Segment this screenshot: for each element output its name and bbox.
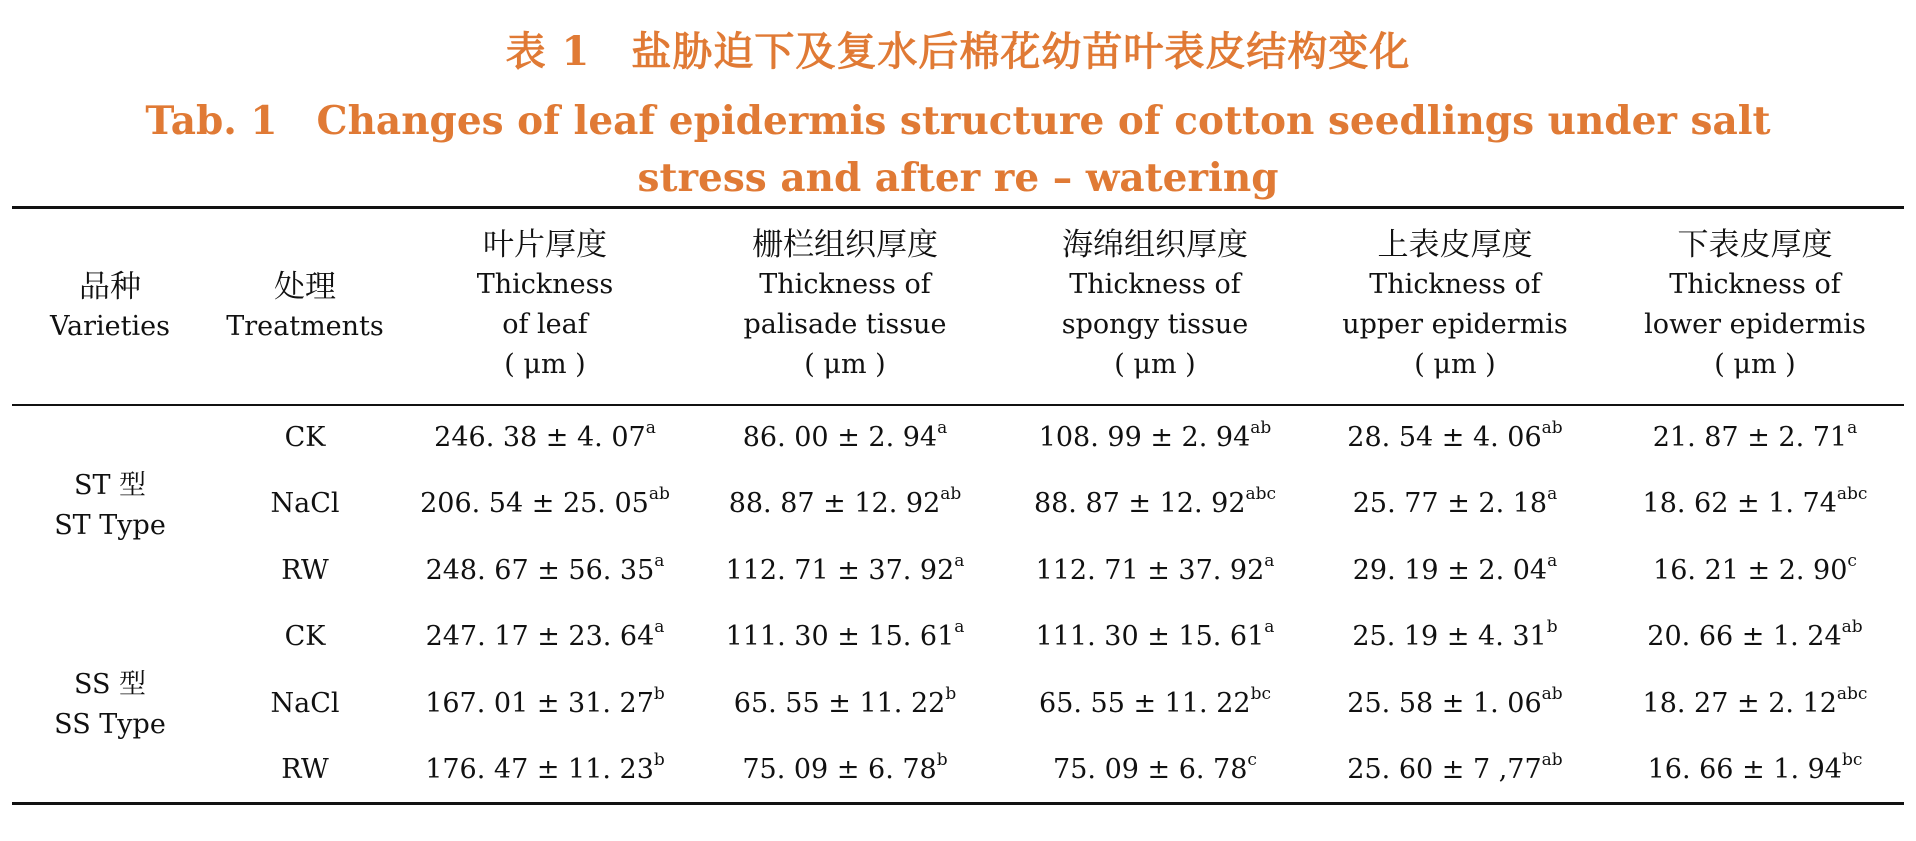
- value-cell: [1325, 750, 1585, 790]
- mean-sd-value: 18. 62 ± 1. 74: [1642, 488, 1837, 519]
- significance-letter: ab: [1541, 750, 1563, 770]
- significance-letter: a: [1847, 418, 1858, 438]
- table-title-english-line-1: Tab. 1 Changes of leaf epidermis structure of cotton seedlings under salt: [145, 98, 1771, 144]
- header-col-en2: palisade tissue: [743, 309, 947, 340]
- mean-sd-value: 18. 27 ± 2. 12: [1642, 688, 1837, 719]
- significance-letter: b: [653, 750, 665, 770]
- significance-letter: ab: [1541, 418, 1563, 438]
- mean-sd-value: 25. 58 ± 1. 06: [1347, 688, 1542, 719]
- table-header-rule: [12, 404, 1904, 406]
- significance-letter: bc: [1841, 750, 1863, 770]
- header-col-unit: ( μm ): [1114, 349, 1196, 380]
- significance-letter: bc: [1250, 684, 1271, 704]
- header-col-unit: ( μm ): [804, 349, 886, 380]
- header-col-cn: 海绵组织厚度: [1062, 227, 1248, 263]
- value-cell: [1025, 750, 1285, 790]
- treatment-cell: CK: [284, 422, 326, 453]
- value-cell: [1325, 551, 1585, 591]
- mean-sd-value: 206. 54 ± 25. 05: [420, 488, 649, 519]
- header-col-cn: 下表皮厚度: [1677, 227, 1833, 263]
- treatment-cell: NaCl: [270, 688, 340, 719]
- value-cell: [1025, 684, 1285, 724]
- mean-sd-value: 86. 00 ± 2. 94: [742, 422, 938, 453]
- table-bottom-rule: [12, 802, 1904, 805]
- mean-sd-value: 88. 87 ± 12. 92: [1033, 488, 1246, 519]
- value-cell: [1625, 418, 1885, 458]
- mean-sd-value: 246. 38 ± 4. 07: [434, 422, 646, 453]
- significance-letter: b: [653, 684, 665, 704]
- header-col-en1: Thickness of: [1669, 269, 1841, 300]
- value-cell: [415, 617, 675, 657]
- header-col-unit: ( μm ): [1714, 349, 1796, 380]
- value-cell: [1025, 484, 1285, 524]
- header-col-en2: lower epidermis: [1644, 309, 1866, 340]
- value-cell: [1325, 684, 1585, 724]
- mean-sd-value: 16. 21 ± 2. 90: [1653, 555, 1848, 586]
- value-cell: [415, 484, 675, 524]
- group-label-en: SS Type: [54, 709, 166, 740]
- value-cell: [1625, 750, 1885, 790]
- table-title-english-line-2: stress and after re – watering: [637, 155, 1279, 201]
- mean-sd-value: 112. 71 ± 37. 92: [1035, 555, 1265, 586]
- header-col-en2: upper epidermis: [1342, 309, 1568, 340]
- header-varieties-cn: 品种: [79, 269, 141, 305]
- header-treatments-cn: 处理: [274, 269, 336, 305]
- group-label-en: ST Type: [54, 510, 166, 541]
- value-cell: [1625, 617, 1885, 657]
- treatment-cell: RW: [281, 754, 329, 785]
- mean-sd-value: 25. 60 ± 7 ,77: [1347, 754, 1542, 785]
- header-col-cn: 上表皮厚度: [1377, 227, 1533, 263]
- treatment-cell: RW: [281, 555, 329, 586]
- significance-letter: a: [654, 551, 665, 571]
- value-cell: [1025, 418, 1285, 458]
- mean-sd-value: 167. 01 ± 31. 27: [425, 688, 654, 719]
- header-lower-epidermis: [1625, 225, 1885, 385]
- value-cell: [1325, 484, 1585, 524]
- header-col-unit: ( μm ): [1414, 349, 1496, 380]
- mean-sd-value: 65. 55 ± 11. 22: [1039, 688, 1251, 719]
- header-treatments: [215, 267, 395, 347]
- significance-letter: a: [1547, 551, 1558, 571]
- value-cell: [715, 418, 975, 458]
- group-label-cn: SS 型: [73, 669, 147, 700]
- value-cell: [715, 551, 975, 591]
- mean-sd-value: 29. 19 ± 2. 04: [1352, 555, 1548, 586]
- mean-sd-value: 25. 19 ± 4. 31: [1352, 621, 1547, 652]
- treatment-cell: NaCl: [270, 488, 340, 519]
- significance-letter: a: [645, 418, 656, 438]
- value-cell: [415, 418, 675, 458]
- value-cell: [415, 684, 675, 724]
- value-cell: [715, 750, 975, 790]
- mean-sd-value: 21. 87 ± 2. 71: [1652, 422, 1848, 453]
- value-cell: [1625, 551, 1885, 591]
- header-col-en1: Thickness: [476, 269, 614, 300]
- significance-letter: b: [936, 750, 948, 770]
- mean-sd-value: 88. 87 ± 12. 92: [728, 488, 941, 519]
- header-varieties-en: Varieties: [50, 311, 170, 342]
- significance-letter: ab: [1841, 617, 1863, 637]
- mean-sd-value: 111. 30 ± 15. 61: [1035, 621, 1265, 652]
- significance-letter: ab: [940, 484, 962, 504]
- value-cell: [715, 484, 975, 524]
- significance-letter: a: [937, 418, 948, 438]
- mean-sd-value: 108. 99 ± 2. 94: [1038, 422, 1251, 453]
- mean-sd-value: 75. 09 ± 6. 78: [742, 754, 937, 785]
- value-cell: [415, 750, 675, 790]
- header-col-en1: Thickness of: [1069, 269, 1241, 300]
- significance-letter: a: [654, 617, 665, 637]
- significance-letter: ab: [1250, 418, 1272, 438]
- value-cell: [715, 617, 975, 657]
- value-cell: [1025, 551, 1285, 591]
- significance-letter: abc: [1836, 684, 1868, 704]
- header-col-cn: 叶片厚度: [483, 227, 607, 263]
- value-cell: [1025, 617, 1285, 657]
- header-col-en2: spongy tissue: [1061, 309, 1249, 340]
- significance-letter: a: [1547, 484, 1558, 504]
- group-label-ss: [20, 665, 200, 745]
- mean-sd-value: 16. 66 ± 1. 94: [1647, 754, 1842, 785]
- header-treatments-en: Treatments: [226, 311, 384, 342]
- mean-sd-value: 112. 71 ± 37. 92: [725, 555, 955, 586]
- significance-letter: abc: [1245, 484, 1277, 504]
- significance-letter: a: [954, 617, 965, 637]
- mean-sd-value: 176. 47 ± 11. 23: [425, 754, 654, 785]
- value-cell: [1325, 617, 1585, 657]
- header-col-en1: Thickness of: [1369, 269, 1541, 300]
- value-cell: [1325, 418, 1585, 458]
- significance-letter: a: [1264, 617, 1275, 637]
- significance-letter: c: [1247, 750, 1257, 770]
- treatment-cell: CK: [284, 621, 326, 652]
- table-title-chinese: 表 1 盐胁迫下及复水后棉花幼苗叶表皮结构变化: [505, 28, 1411, 75]
- significance-letter: b: [1546, 617, 1558, 637]
- header-leaf-thickness: [415, 225, 675, 385]
- header-col-unit: ( μm ): [504, 349, 586, 380]
- significance-letter: b: [945, 684, 957, 704]
- significance-letter: abc: [1836, 484, 1868, 504]
- header-col-en1: Thickness of: [759, 269, 931, 300]
- value-cell: [1625, 484, 1885, 524]
- mean-sd-value: 248. 67 ± 56. 35: [425, 555, 655, 586]
- value-cell: [715, 684, 975, 724]
- header-upper-epidermis: [1325, 225, 1585, 385]
- group-label-cn: ST 型: [73, 470, 147, 501]
- value-cell: [1625, 684, 1885, 724]
- header-col-cn: 栅栏组织厚度: [752, 227, 938, 263]
- mean-sd-value: 20. 66 ± 1. 24: [1647, 621, 1842, 652]
- significance-letter: a: [1264, 551, 1275, 571]
- mean-sd-value: 28. 54 ± 4. 06: [1347, 422, 1542, 453]
- significance-letter: a: [954, 551, 965, 571]
- significance-letter: ab: [648, 484, 670, 504]
- header-spongy-thickness: [1025, 225, 1285, 385]
- mean-sd-value: 111. 30 ± 15. 61: [725, 621, 955, 652]
- group-label-st: [20, 466, 200, 546]
- significance-letter: ab: [1541, 684, 1563, 704]
- mean-sd-value: 65. 55 ± 11. 22: [733, 688, 946, 719]
- mean-sd-value: 247. 17 ± 23. 64: [425, 621, 655, 652]
- value-cell: [415, 551, 675, 591]
- header-varieties: [20, 267, 200, 347]
- header-col-en2: of leaf: [502, 309, 588, 340]
- mean-sd-value: 25. 77 ± 2. 18: [1352, 488, 1548, 519]
- table-top-rule: [12, 206, 1904, 209]
- mean-sd-value: 75. 09 ± 6. 78: [1053, 754, 1248, 785]
- header-palisade-thickness: [715, 225, 975, 385]
- significance-letter: c: [1847, 551, 1857, 571]
